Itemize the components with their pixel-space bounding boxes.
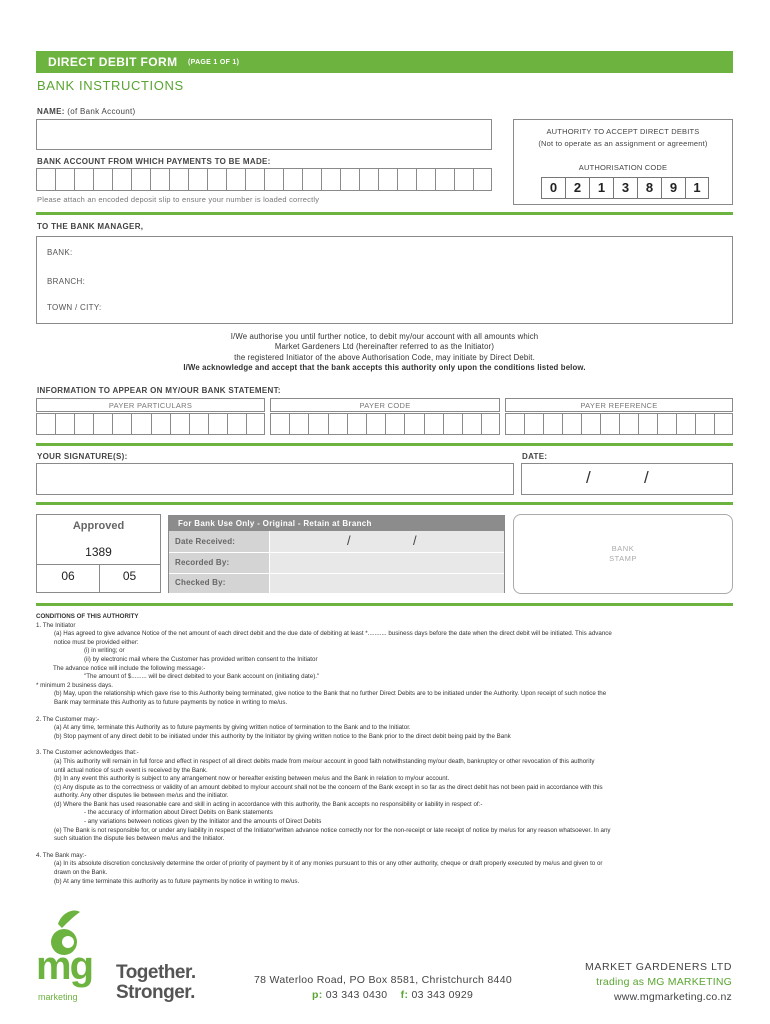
divider: [36, 502, 733, 505]
phone-label: p:: [312, 989, 323, 1001]
bank-stamp-label: BANK: [611, 544, 635, 553]
account-note: Please attach an encoded deposit slip to ensure your number is loaded correctly: [37, 195, 320, 204]
divider: [36, 443, 733, 446]
code-digit: 0: [541, 177, 565, 199]
condition-line: 1. The Initiator: [36, 621, 76, 629]
conditions-title: CONDITIONS OF THIS AUTHORITY: [36, 613, 139, 620]
condition-line: notice must be provided either:: [54, 638, 139, 646]
condition-line: 3. The Customer acknowledges that:-: [36, 749, 139, 757]
authorisation-code-label: AUTHORISATION CODE: [578, 163, 668, 172]
town-city-label: TOWN / CITY:: [47, 303, 102, 312]
website-link[interactable]: www.mgmarketing.co.nz: [614, 991, 732, 1003]
condition-line: (ii) by electronic mail where the Customer has provided written consent to the Initiator: [84, 655, 318, 663]
section-title: BANK INSTRUCTIONS: [37, 78, 184, 93]
code-digit: 1: [589, 177, 613, 199]
statement-heading: INFORMATION TO APPEAR ON MY/OUR BANK STATEMENT:: [37, 386, 281, 395]
condition-line: drawn on the Bank.: [54, 869, 108, 877]
phone-number: 03 343 0430: [325, 989, 388, 1001]
logo-text: mg: [36, 944, 92, 988]
approved-number: 1389: [85, 545, 112, 559]
account-number-field[interactable]: [36, 168, 492, 191]
condition-line: 2. The Customer may:-: [36, 715, 100, 723]
payer-code-field[interactable]: [270, 413, 500, 435]
condition-line: - any variations between notices given by the Initiator and the amounts of Direct Debits: [84, 818, 322, 826]
recorded-by-label: Recorded By:: [175, 558, 230, 567]
approved-month: 06: [61, 569, 75, 583]
condition-line: The advance notice will include the following message:-: [53, 664, 206, 672]
condition-line: (a) This authority will remain in full force and effect in respect of all direct debits made from me/our account in good faith notwithstanding my/our death, bankruptcy or other revocation of this authority: [54, 757, 595, 765]
conditions-section: [36, 613, 733, 886]
condition-line: (c) Any dispute as to the correctness or validity of an amount debited to my/our account shall not be the concern of the Bank except in so far as the direct debit has not been paid in accordance with this: [54, 783, 603, 791]
payer-reference-field[interactable]: [505, 413, 733, 435]
signature-field[interactable]: [36, 463, 514, 495]
checked-by-label: Checked By:: [175, 578, 226, 587]
condition-line: * minimum 2 business days.: [36, 681, 114, 689]
condition-line: (a) Has agreed to give advance Notice of the net amount of each direct debit and the due date of debiting at least *........... business days before the date when the direct debit will be initiated. This advance: [54, 630, 612, 638]
condition-line: (a) In its absolute discretion conclusively determine the order of priority of payment by it of any monies pursuant to this or any other authority, cheque or draft properly executed by me/us and given to or: [54, 860, 603, 868]
code-digit: 3: [613, 177, 637, 199]
conditions-spacer: [36, 741, 733, 749]
condition-line: until actual notice of such event is received by the Bank.: [54, 766, 208, 774]
date-separator: /: [644, 468, 649, 487]
approved-day: 05: [122, 569, 137, 583]
code-digit: 2: [565, 177, 589, 199]
logo-subtext: marketing: [38, 992, 78, 1002]
form-title: DIRECT DEBIT FORM: [48, 55, 178, 69]
condition-line: 4. The Bank may:-: [36, 851, 87, 859]
divider: [36, 212, 733, 215]
code-digit: 1: [685, 177, 709, 199]
date-separator: /: [586, 468, 591, 487]
page-indicator: (PAGE 1 OF 1): [188, 59, 240, 66]
date-received-label: Date Received:: [175, 537, 236, 546]
bank-details-box[interactable]: [36, 236, 733, 324]
divider: [36, 603, 733, 606]
condition-line: (i) in writing; or: [84, 647, 125, 655]
bank-use-title: For Bank Use Only - Original - Retain at Branch: [169, 516, 504, 531]
account-name-field[interactable]: [36, 119, 492, 150]
date-label: DATE:: [522, 452, 548, 461]
conditions-spacer: [36, 844, 733, 852]
approved-box: [36, 514, 161, 593]
mg-logo: [36, 946, 114, 986]
name-sublabel: (of Bank Account): [67, 107, 136, 116]
condition-line: (b) At any time terminate this authority as to future payments by notice in writing to me/us.: [54, 877, 300, 885]
condition-line: (b) Stop payment of any direct debit to be initiated under this authority by the Initiator by giving written notice to the Bank prior to the direct debit being paid by the Bank: [54, 732, 511, 740]
bank-stamp-area: BANK STAMP: [513, 514, 733, 594]
payer-particulars-field[interactable]: [36, 413, 265, 435]
condition-line: Bank may terminate this Authority as to future payments by notice in writing to me/us.: [54, 698, 288, 706]
branch-label: BRANCH:: [47, 277, 86, 286]
condition-line: - the accuracy of information about Direct Debits on Bank statements: [84, 809, 273, 817]
footer-contact: [312, 989, 473, 1001]
footer-address: 78 Waterloo Road, PO Box 8581, Christchurch 8440: [254, 974, 512, 986]
payer-particulars-header: PAYER PARTICULARS: [36, 398, 265, 412]
company-name: MARKET GARDENERS LTD: [585, 961, 732, 973]
authority-box: [513, 119, 733, 205]
approved-label: Approved: [72, 520, 125, 532]
condition-line: such situation the dispute lies between me/us and the Initiator.: [54, 835, 225, 843]
code-digit: 8: [637, 177, 661, 199]
code-digit: 9: [661, 177, 685, 199]
form-title-bar: [36, 51, 733, 73]
authority-subtitle: (Not to operate as an assignment or agreement): [538, 139, 708, 148]
payer-reference-header: PAYER REFERENCE: [505, 398, 733, 412]
condition-line: (d) Where the Bank has used reasonable care and skill in acting in accordance with this authority, the Bank accepts no responsibility or liability in respect of:-: [54, 800, 483, 808]
conditions-list: [36, 622, 733, 887]
signature-label: YOUR SIGNATURE(S):: [37, 452, 128, 461]
condition-line: (b) In any event this authority is subject to any arrangement now or hereafter existing between me/us and the Bank in relation to my/our account.: [54, 775, 450, 783]
trading-name: trading as MG MARKETING: [596, 976, 732, 988]
fax-number: 03 343 0929: [411, 989, 474, 1001]
conditions-spacer: [36, 708, 733, 716]
fax-label: f:: [400, 989, 409, 1001]
tagline-stronger: Stronger.: [116, 982, 195, 1003]
condition-line: authority. Any other disputes lie between me/us and the initiator.: [54, 792, 229, 800]
date-separator: /: [413, 533, 417, 548]
authorisation-code: [541, 177, 709, 199]
condition-line: (a) At any time, terminate this Authority as to future payments by giving written notice of termination to the Bank and to the Initiator.: [54, 724, 411, 732]
account-label: BANK ACCOUNT FROM WHICH PAYMENTS TO BE MADE:: [37, 157, 271, 166]
authorisation-statement: I/We authorise you until further notice, to debit my/our account with all amounts which Market Gardeners Ltd (hereinafter referred to as the Initiator) the registered Initiator of the above Authorisation Code, may initiate by Direct Debit. I/We acknowledge and accept that the bank accepts this authority only upon the conditions listed below.: [183, 332, 586, 373]
bank-use-panel: [168, 515, 505, 593]
bank-label: BANK:: [47, 248, 73, 257]
tagline-together: Together.: [116, 962, 196, 983]
payer-code-header: PAYER CODE: [270, 398, 500, 412]
name-label: NAME: (of Bank Account): [37, 107, 136, 116]
condition-line: (b) May, upon the relationship which gave rise to this Authority being terminated, give notice to the Bank that no further Direct Debits are to be initiated under the Authority. Upon receipt of such notice the: [54, 690, 607, 698]
date-field[interactable]: [521, 463, 733, 495]
authority-title: AUTHORITY TO ACCEPT DIRECT DEBITS: [546, 127, 700, 136]
to-bank-manager: TO THE BANK MANAGER,: [37, 222, 144, 231]
condition-line: "The amount of $......... will be direct debited to your Bank account on (initiating date).": [84, 673, 320, 681]
condition-line: (e) The Bank is not responsible for, or under any liability in respect of the Initiator'written advance notice correctly nor for the non-receipt or late receipt of notice by me/us for any reason whatsoever. In any: [54, 826, 611, 834]
date-separator: /: [347, 533, 351, 548]
